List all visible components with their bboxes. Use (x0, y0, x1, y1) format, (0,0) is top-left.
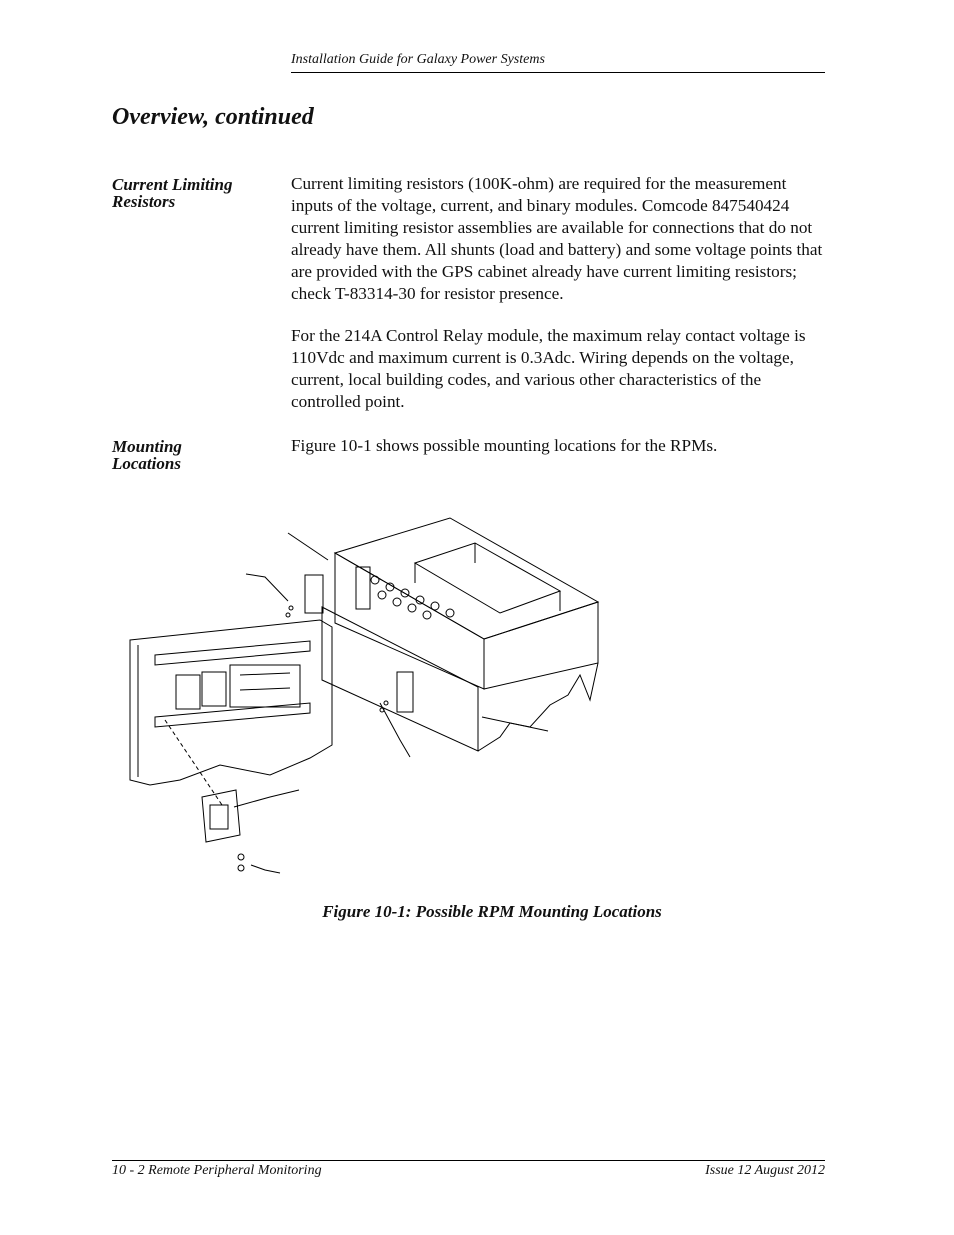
mounting-paragraph: Figure 10-1 shows possible mounting locations for the RPMs. (291, 436, 718, 455)
current-limiting-paragraph-2: For the 214A Control Relay module, the maximum relay contact voltage is 110Vdc and maximum current is 0.3Adc. Wiring depends on the voltage, current, local building codes, and various other characteristics of the controlled point. (291, 326, 806, 411)
lower-rpm-bracket (397, 672, 413, 712)
cabinet-front-upper (335, 553, 484, 689)
cabinet-front-lower (322, 607, 478, 751)
door-panel (130, 620, 332, 785)
side-heading-line: Locations (112, 454, 181, 473)
mounting-nut (238, 854, 244, 860)
footer-section-label: 10 - 2 Remote Peripheral Monitoring (112, 1163, 322, 1178)
side-heading-line: Resistors (112, 192, 176, 211)
detached-rpm-bracket (202, 790, 240, 842)
side-heading-current-limiting (112, 176, 272, 210)
controller-module (230, 665, 300, 707)
side-heading-line: Mounting (112, 437, 182, 456)
cabinet-top (335, 518, 598, 639)
callout-leader (482, 717, 548, 731)
figure-caption: Figure 10-1: Possible RPM Mounting Locations (322, 902, 662, 921)
current-limiting-paragraph-1: Current limiting resistors (100K-ohm) are required for the measurement inputs of the voltage, current, and binary modules. Comcode 847540424 current limiting resistor assemblies are available for connections that do not already have them. All shunts (load and battery) and some voltage points that are provided with the GPS cabinet already have current limiting resistors; check T-83314-30 for resistor presence. (291, 174, 823, 303)
side-heading-line: Current Limiting (112, 175, 233, 194)
footer-rule (112, 1160, 825, 1161)
callout-leader (251, 865, 280, 873)
upper-rpm-bracket (305, 575, 323, 613)
callout-leader (380, 703, 410, 757)
mounting-nut (238, 865, 244, 871)
callout-leader (246, 574, 288, 601)
side-heading-mounting-locations (112, 438, 272, 472)
header-rule (291, 72, 825, 73)
door-rail-upper (155, 641, 310, 665)
rpm-mounting-figure (110, 505, 610, 885)
running-header: Installation Guide for Galaxy Power Systems (291, 52, 545, 67)
callout-leader (288, 533, 328, 560)
callout-leader (234, 790, 299, 807)
footer-issue-date: Issue 12 August 2012 (705, 1163, 825, 1178)
section-title: Overview, continued (112, 104, 314, 130)
